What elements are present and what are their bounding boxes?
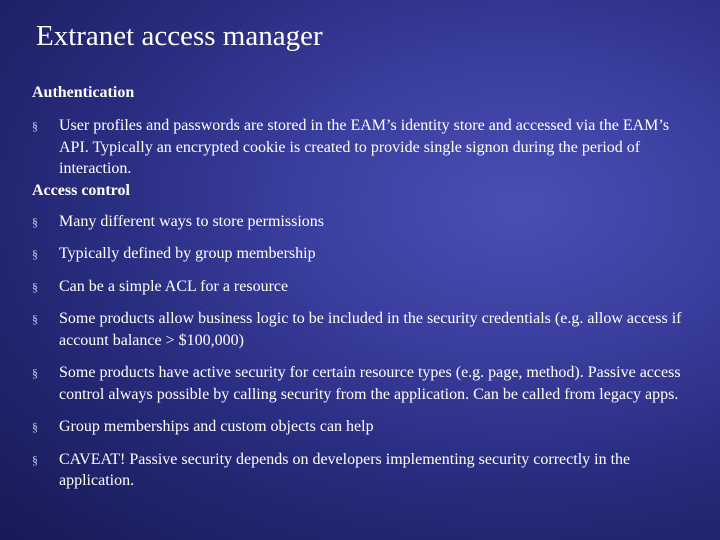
bullet-marker: § xyxy=(32,247,38,261)
bullet-marker: § xyxy=(32,420,38,434)
slide-title: Extranet access manager xyxy=(36,20,323,52)
bullet-item xyxy=(32,362,692,405)
bullet-marker: § xyxy=(32,279,38,294)
bullet-text: Can be a simple ACL for a resource xyxy=(59,277,289,295)
bullet-item xyxy=(32,416,692,438)
bullet-text: User profiles and passwords are stored in the EAM’s identity store and accessed via the EAM’s API. Typically an encrypted cookie is created to provide single signon during the period of interaction. xyxy=(59,117,670,177)
bullet-marker: § xyxy=(32,366,38,380)
bullet-marker: § xyxy=(32,312,38,326)
bullet-text: Some products have active security for certain resource types (e.g. page, method). Passive access control always possible by calling security from the application. Can be called from legacy apps. xyxy=(59,364,681,403)
bullet-item xyxy=(32,115,692,180)
bullet-item xyxy=(32,211,692,233)
bullet-text: Group memberships and custom objects can help xyxy=(59,418,374,435)
slide-body xyxy=(32,82,692,492)
bullet-item xyxy=(32,276,692,298)
bullet-marker: § xyxy=(32,214,38,229)
bullet-marker: § xyxy=(32,119,38,133)
access-control-bullet-list xyxy=(32,211,692,492)
bullet-text: Some products allow business logic to be included in the security credentials (e.g. allow access if account balance > $100,000) xyxy=(59,310,682,349)
bullet-text: Typically defined by group membership xyxy=(59,245,316,262)
bullet-item xyxy=(32,243,692,265)
bullet-item xyxy=(32,449,692,492)
bullet-text: CAVEAT! Passive security depends on developers implementing security correctly in the application. xyxy=(59,450,631,489)
section-heading-access-control: Access control xyxy=(32,181,130,199)
bullet-item xyxy=(32,308,692,351)
authentication-bullet-list xyxy=(32,115,692,180)
bullet-text: Many different ways to store permissions xyxy=(59,212,324,230)
bullet-marker: § xyxy=(32,452,38,467)
section-heading-authentication: Authentication xyxy=(32,84,135,101)
